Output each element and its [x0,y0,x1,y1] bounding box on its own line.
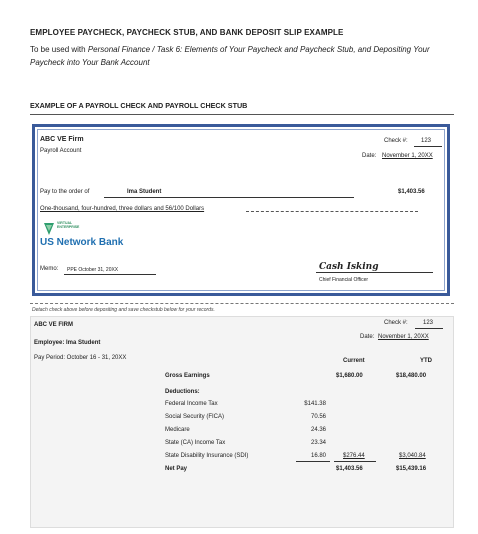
bank-name: US Network Bank [40,237,124,248]
check-date: November 1, 20XX [382,153,433,159]
stub-pay-period: Pay Period: October 16 - 31, 20XX [34,355,127,361]
check-stub [30,316,454,528]
deductions-ytd: $3,040.84 [399,453,426,459]
sdi-underline [296,461,330,462]
deduction-amount-medicare: 24.36 [310,427,326,433]
check-account: Payroll Account [40,148,82,154]
deductions-label: Deductions: [165,389,200,395]
detach-note: Detach check above before depositing and save checkstub below for your records. [32,307,215,313]
deduction-label-medicare: Medicare [165,427,190,433]
pay-to-label: Pay to the order of [40,189,90,195]
bank-small-text [57,221,79,229]
memo-value: PPE October 31, 20XX [67,267,119,273]
col-current: Current [343,358,365,364]
deduction-amount-state: 23.34 [310,440,326,446]
deduction-label-federal: Federal Income Tax [165,401,218,407]
check-number-line [414,146,442,147]
check-firm: ABC VE Firm [40,136,84,143]
document-title: EMPLOYEE PAYCHECK, PAYCHECK STUB, AND BANK DEPOSIT SLIP EXAMPLE [30,28,344,37]
signature: Cash Isking [319,262,379,272]
intro-line-2: Paycheck into Your Bank Account [30,58,150,67]
check-number: 123 [421,138,432,144]
gross-current: $1,680.00 [336,373,363,379]
stub-employee-label: Employee: [34,340,65,346]
memo-label: Memo: [40,266,59,272]
net-pay-label: Net Pay [165,466,188,472]
stub-check-line [415,328,443,329]
detach-line [30,303,454,304]
memo-line [64,274,156,275]
bank-small-1: VIRTUAL [57,221,73,225]
check-date-label: Date: [362,153,377,159]
stub-check-number: 123 [423,320,434,326]
gross-ytd: $18,480.00 [396,373,427,379]
check-amount: $1,403.56 [398,189,425,195]
deduction-amount-sdi: 16.80 [310,453,326,459]
stub-date-label: Date: [360,334,375,340]
deduction-amount-federal: $141.38 [304,401,326,407]
stub-firm: ABC VE FIRM [34,322,73,328]
deduction-label-fica: Social Security (FICA) [165,414,225,420]
intro-line-1 [30,45,430,54]
signer-title: Chief Financial Officer [319,277,369,283]
deduction-amount-fica: 70.56 [310,414,326,420]
intro-prefix: To be used with [30,45,86,54]
stub-employee-name: Ima Student [66,340,101,346]
deductions-current: $276.44 [343,453,365,459]
col-ytd: YTD [420,358,432,364]
section-divider [30,114,454,115]
payee-line [104,197,354,198]
bank-logo-icon [43,222,55,236]
stub-employee-row [34,340,100,346]
payee-name: Ima Student [127,189,162,195]
amount-in-words: One-thousand, four-hundred, three dollars and 56/100 Dollars [40,206,205,212]
intro-italic: Personal Finance / Task 6: Elements of Your Paycheck and Paycheck Stub, and Depositing Your [87,45,430,54]
stub-check-label: Check #: [384,320,408,326]
bank-small-2: ENTERPRISE [57,225,80,229]
gross-label: Gross Earnings [165,373,210,379]
section-title: EXAMPLE OF A PAYROLL CHECK AND PAYROLL CHECK STUB [30,101,248,110]
amount-words-dash [246,211,418,212]
net-pay-current: $1,403.56 [336,466,363,472]
deduction-label-state: State (CA) Income Tax [165,440,226,446]
deduction-label-sdi: State Disability Insurance (SDI) [165,453,249,459]
net-pay-ytd: $15,439.16 [396,466,427,472]
stub-date: November 1, 20XX [378,334,429,340]
deductions-current-line [334,461,376,462]
check-number-label: Check #: [384,138,408,144]
signature-line [316,272,433,273]
